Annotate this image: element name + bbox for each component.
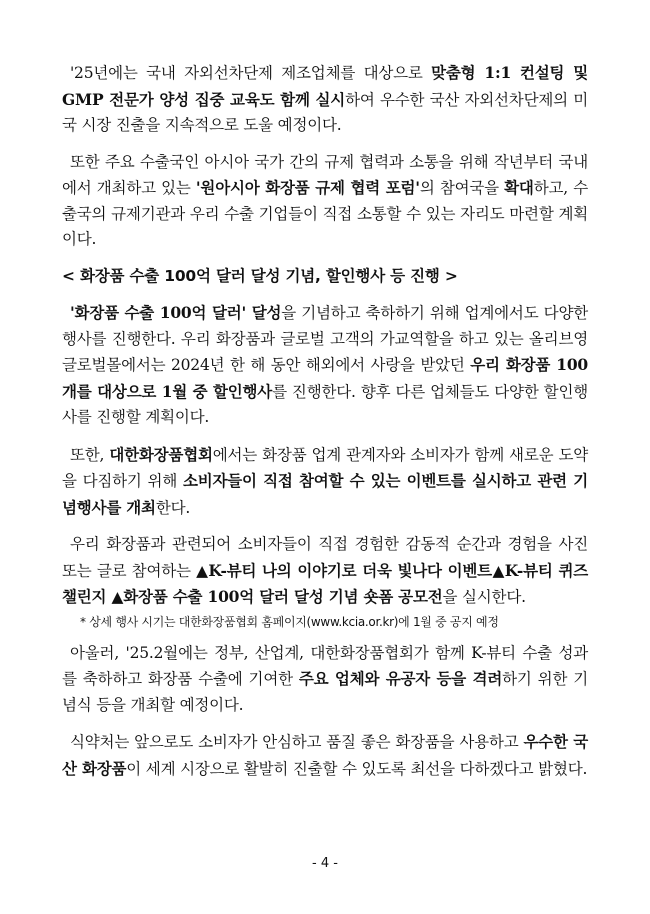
text-span: 우리 화장품과 관련되어 소비자들이 직접 경험한 감동적 순간과 경험을 사진 또는 글로 참여하는 <box>62 535 588 580</box>
text-span: 을 기념하고 축하하기 위해 업계에서도 다양한 행사를 진행한다. 우리 화장품과 글로벌 고객의 가교역할을 하고 있는 올리브영 글로벌몰에서는 2024년 한 해 동안 해외에서 사랑을 받았던 <box>62 304 588 374</box>
bold-span: ▲K-뷰티 퀴즈 챌린지 ▲화장품 수출 100억 달러 달성 기념 숏폼 공모전 <box>62 560 588 606</box>
page-number: - 4 - <box>312 856 338 871</box>
text-span: 의 참여국을 <box>419 179 505 197</box>
paragraph-conclusion <box>62 729 588 782</box>
footnote-event-schedule: * 상세 행사 시기는 대한화장품협회 홈페이지(www.kcia.or.kr)에 1월 중 공지 예정 <box>80 614 499 629</box>
text-span: 식약처는 앞으로도 소비자가 안심하고 품질 좋은 화장품을 사용하고 <box>70 733 524 751</box>
bold-span: 맞춤형 1:1 컨설팅 및 GMP 전문가 양성 집중 교육도 함께 실시 <box>62 63 588 109</box>
text-span: 또한 주요 수출국인 아시아 국가 간의 규제 협력과 소통을 위해 작년부터 국내에서 개최하고 있는 <box>62 152 588 197</box>
bold-span: ▲K-뷰티 나의 이야기로 더욱 빛나다 이벤트 <box>196 560 492 580</box>
bold-span: 소비자들이 직접 참여할 수 있는 이벤트를 실시하고 관련 기념행사를 개최 <box>62 471 589 517</box>
paragraph-asia-forum <box>62 150 588 253</box>
text-span: '25년에는 국내 자외선차단제 제조업체를 대상으로 <box>70 64 432 82</box>
paragraph-consumer-events <box>62 532 588 611</box>
text-span: 이 세계 시장으로 활발히 진출할 수 있도록 최선을 다하겠다고 밝혔다. <box>126 759 588 778</box>
text-span: 하여 우수한 국산 자외선차단제의 미국 시장 진출을 지속적으로 도울 예정이다. <box>62 90 588 134</box>
bold-span: '원아시아 화장품 규제 협력 포럼' <box>195 178 420 197</box>
text-span: 에서는 화장품 업계 관계자와 소비자가 함께 새로운 도약을 다짐하기 위해 <box>62 445 588 490</box>
bold-span: 대한화장품협회 <box>109 444 213 464</box>
bold-span: 주요 업체와 유공자 등을 격려 <box>298 669 503 688</box>
section-heading: < 화장품 수출 100억 달러 달성 기념, 할인행사 등 진행 > <box>62 266 458 285</box>
text-span: 를 진행한다. 향후 다른 업체들도 다양한 할인행사를 진행할 계획이다. <box>62 382 588 426</box>
text-span: 한다. <box>155 498 191 517</box>
text-span: 하기 위한 기념식 등을 개최할 예정이다. <box>62 670 588 714</box>
text-span: 아울러, '25.2월에는 정부, 산업계, 대한화장품협회가 함께 K-뷰티 수출 성과를 축하하고 화장품 수출에 기여한 <box>62 643 588 688</box>
paragraph-sunscreen-consulting <box>62 60 588 139</box>
bold-span: 우리 화장품 100개를 대상으로 1월 중 할인행사 <box>62 355 588 401</box>
bold-span: '화장품 수출 100억 달러' 달성 <box>70 303 282 322</box>
text-span: 을 실시한다. <box>442 588 526 606</box>
bold-span: 확대 <box>504 178 534 197</box>
paragraph-ceremony <box>62 641 588 719</box>
text-span: 하고, 수출국의 규제기관과 우리 수출 기업들이 직접 소통할 수 있는 자리도 마련할 계획이다. <box>62 179 588 248</box>
bold-span: 우수한 국산 화장품 <box>62 732 588 778</box>
paragraph-kcia-event <box>62 442 588 522</box>
text-span: 또한, <box>70 445 110 464</box>
paragraph-discount-event <box>62 300 588 431</box>
